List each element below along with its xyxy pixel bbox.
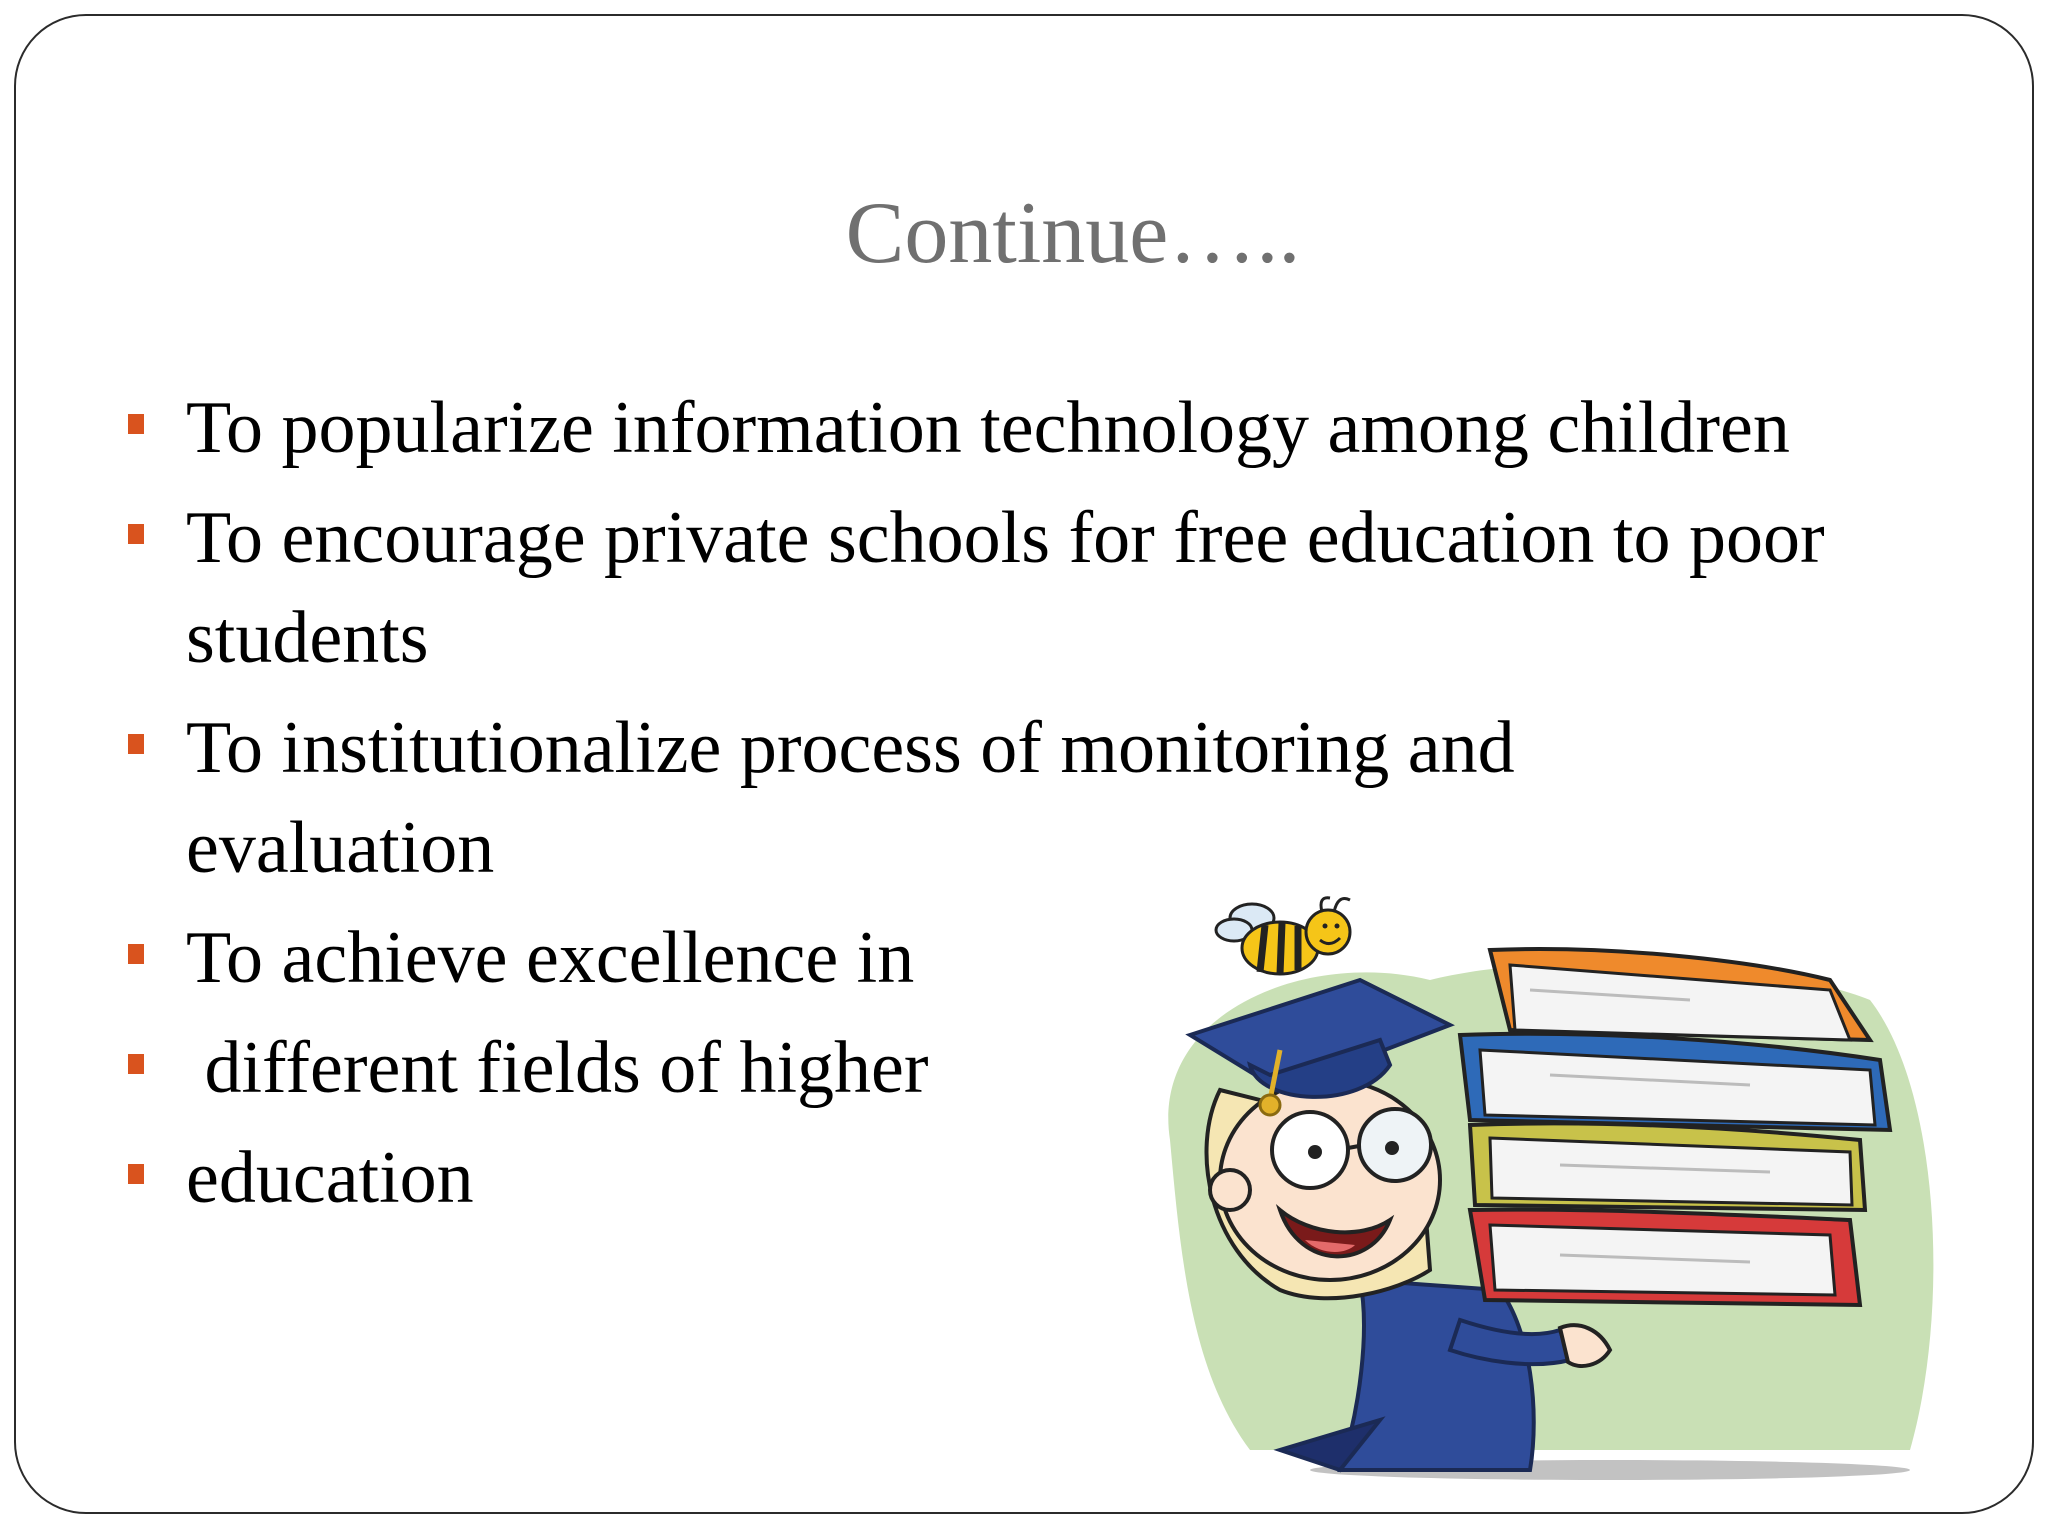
bullet-square-icon — [128, 414, 144, 434]
bullet-text: education — [186, 1137, 474, 1219]
student-robe — [1340, 1280, 1534, 1470]
bullet-text: To popularize information technology among children — [186, 387, 1790, 469]
bullet-square-icon — [128, 944, 144, 964]
bullet-square-icon — [128, 1164, 144, 1184]
bullet-item — [126, 488, 1906, 688]
bullet-square-icon — [128, 1054, 144, 1074]
bullet-text: To achieve excellence in — [186, 917, 915, 999]
bullet-text: To encourage private schools for free education to poor students — [186, 497, 1844, 679]
cartoon-student-carrying-books-icon — [1130, 890, 1960, 1490]
bullet-text: different fields of higher — [186, 1027, 929, 1109]
bee-icon — [1216, 898, 1350, 974]
bullet-text: To institutionalize process of monitoring and evaluation — [186, 707, 1534, 889]
bullet-item — [126, 698, 1746, 898]
slide-title: Continue….. — [845, 185, 1301, 282]
bullet-square-icon — [128, 734, 144, 754]
bullet-item — [126, 378, 2006, 478]
bullet-square-icon — [128, 524, 144, 544]
book-stack-icon — [1460, 949, 1890, 1305]
